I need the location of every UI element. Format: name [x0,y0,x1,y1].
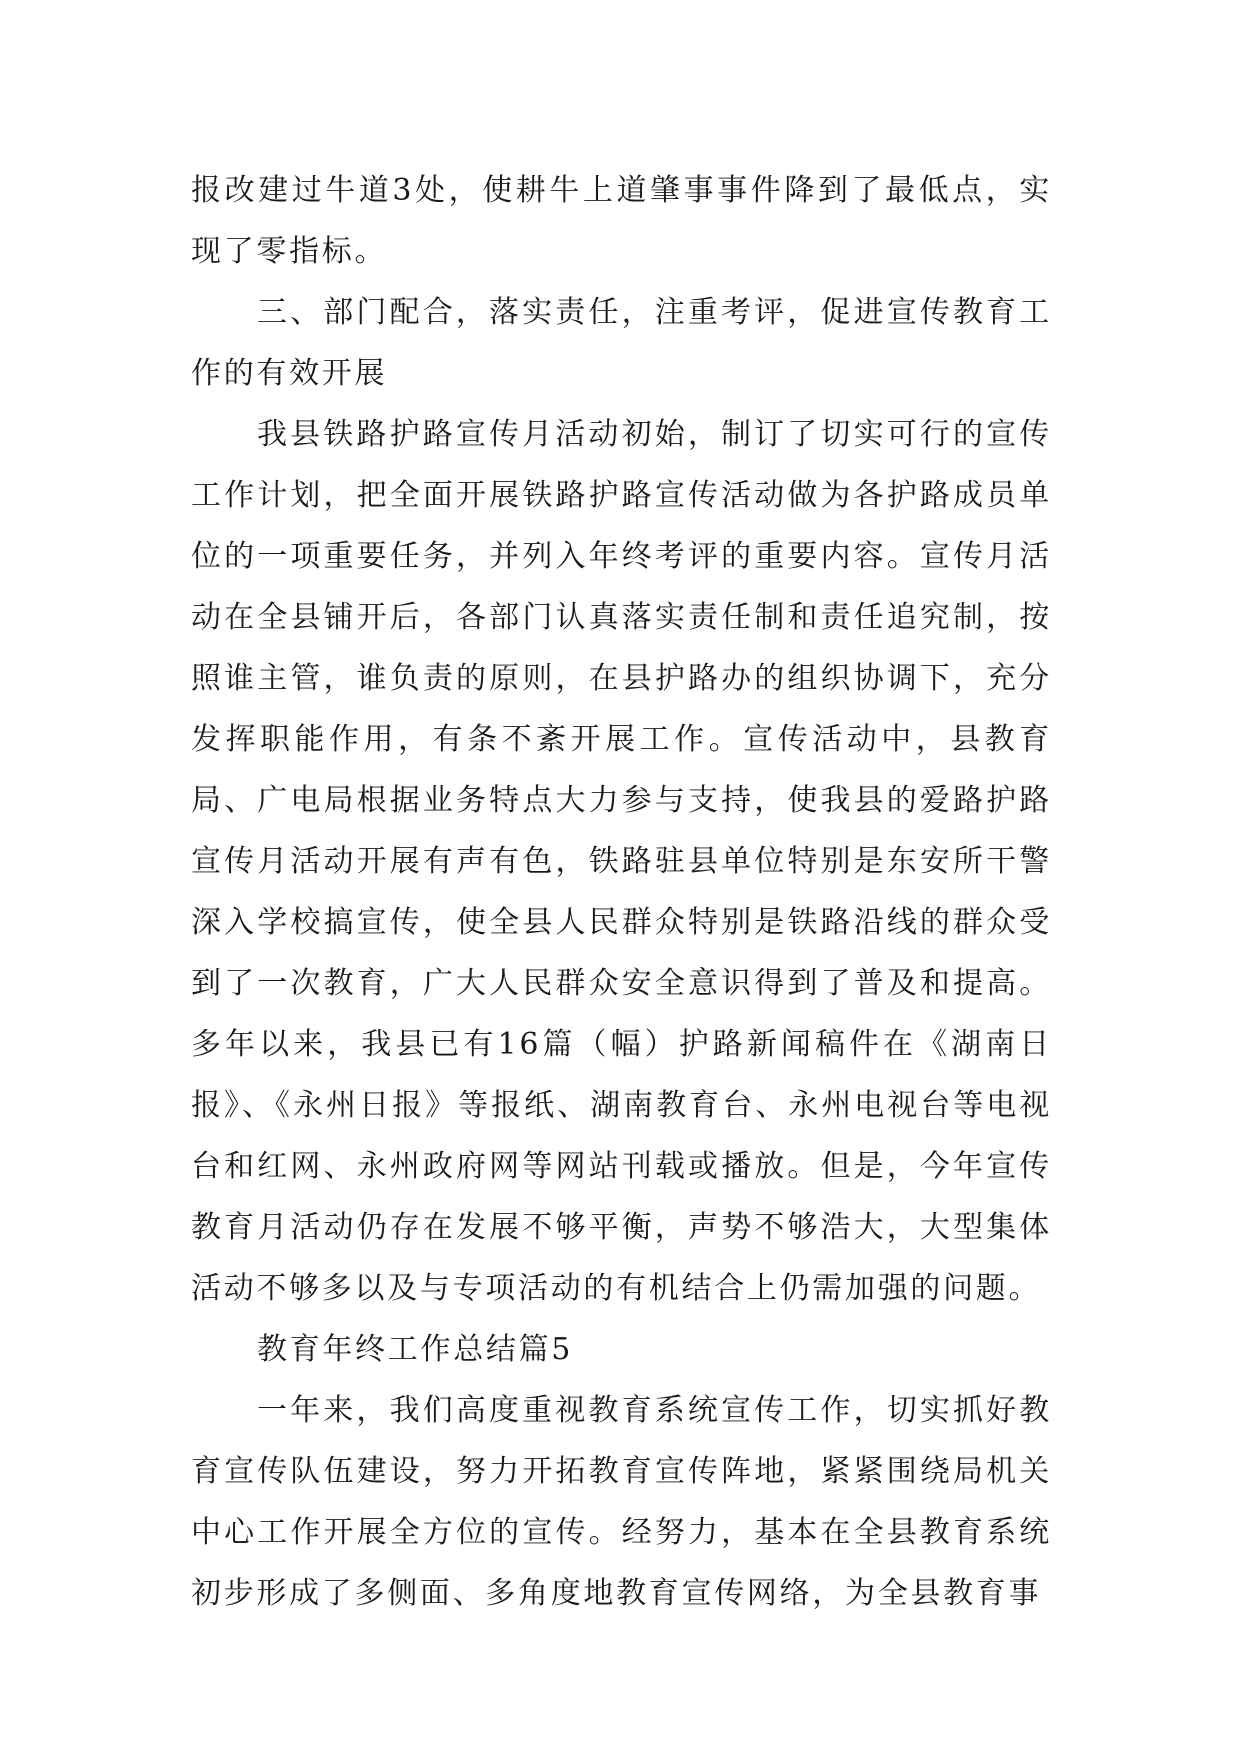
paragraph-body: 我县铁路护路宣传月活动初始，制订了切实可行的宣传工作计划，把全面开展铁路护路宣传活动做为各护路成员单位的一项重要任务，并列入年终考评的重要内容。宣传月活动在全县铺开后，各部门认真落实责任制和责任追究制，按照谁主管，谁负责的原则，在县护路办的组织协调下，充分发挥职能作用，有条不紊开展工作。宣传活动中，县教育局、广电局根据业务特点大力参与支持，使我县的爱路护路宣传月活动开展有声有色，铁路驻县单位特别是东安所干警深入学校搞宣传，使全县人民群众特别是铁路沿线的群众受到了一次教育，广大人民群众安全意识得到了普及和提高。多年以来，我县已有16篇（幅）护路新闻稿件在《湖南日报》、《永州日报》等报纸、湖南教育台、永州电视台等电视台和红网、永州政府网等网站刊载或播放。但是，今年宣传教育月活动仍存在发展不够平衡，声势不够浩大，大型集体活动不够多以及与专项活动的有机结合上仍需加强的问题。 [191,417,1052,1306]
paragraph-body: 一年来，我们高度重视教育系统宣传工作，切实抓好教育宣传队伍建设，努力开拓教育宣传阵地，紧紧围绕局机关中心工作开展全方位的宣传。经努力，基本在全县教育系统初步形成了多侧面、多角度地教育宣传网络，为全县教育事 [191,1393,1052,1611]
section-heading: 三、部门配合，落实责任，注重考评，促进宣传教育工作的有效开展 [191,295,1052,391]
paragraph-continuation: 报改建过牛道3处，使耕牛上道肇事事件降到了最低点，实现了零指标。 [191,173,1052,269]
document-body [191,160,1052,1624]
article-title: 教育年终工作总结篇5 [257,1332,574,1367]
